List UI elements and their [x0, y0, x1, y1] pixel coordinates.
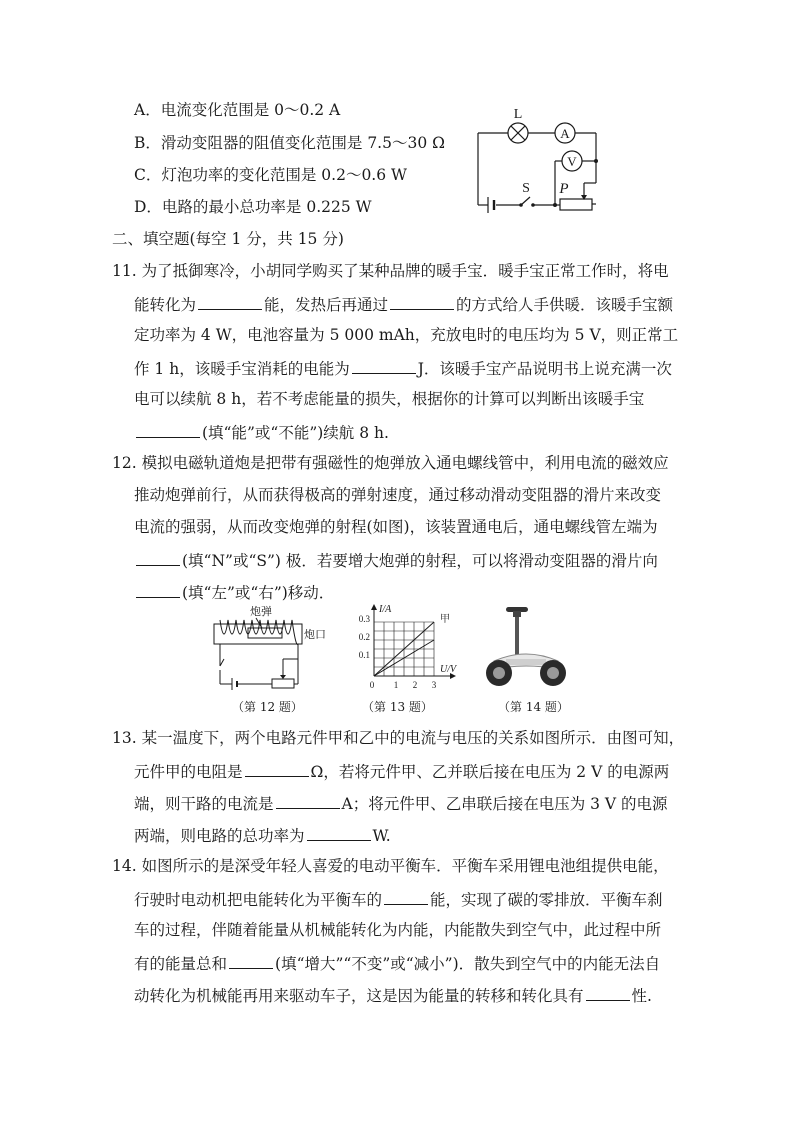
- answer-blank[interactable]: [198, 293, 262, 310]
- q11-line-4: 作 1 h，该暖手宝消耗的电能为 J．该暖手宝产品说明书上说充满一次: [134, 357, 672, 379]
- muzzle-label: 炮口: [304, 629, 326, 641]
- answer-blank[interactable]: [136, 421, 200, 438]
- q12-line-1: 12. 模拟电磁轨道炮是把带有强磁性的炮弹放入通电螺线管中，利用电流的磁效应: [112, 454, 669, 472]
- voltmeter-icon: [562, 151, 582, 171]
- ytick-label: 0.3: [358, 614, 370, 624]
- xtick-label: 0: [369, 680, 375, 690]
- q14-line-4: 有的能量总和 (填“增大”“不变”或“减小”)．散失到空气中的内能无法自: [134, 952, 660, 974]
- answer-blank[interactable]: [245, 760, 309, 777]
- lamp-icon: [508, 123, 528, 143]
- balance-scooter-image: [484, 603, 568, 691]
- switch-contact-right: [531, 203, 535, 207]
- q14-line-1: 14. 如图所示的是深受年轻人喜爱的电动平衡车．平衡车采用锂电池组提供电能，: [112, 857, 669, 875]
- circuit-diagram: [470, 100, 610, 215]
- answer-blank[interactable]: [586, 984, 630, 1001]
- series-jia-label: 甲: [440, 614, 450, 625]
- q11-line-6: (填“能”或“不能”)续航 8 h.: [134, 421, 389, 443]
- q14-line-2: 行驶时电动机把电能转化为平衡车的 能，实现了碳的零排放．平衡车刹: [134, 888, 663, 910]
- answer-blank[interactable]: [229, 952, 273, 969]
- answer-blank[interactable]: [136, 549, 180, 566]
- ytick-label: 0.1: [358, 650, 370, 660]
- q11-line-3: 定功率为 4 W，电池容量为 5 000 mAh，充放电时的电压均为 5 V，则正常工: [134, 326, 679, 344]
- q13-line-3: 端，则干路的电流是 A；将元件甲、乙串联后接在电压为 3 V 的电源: [134, 792, 668, 814]
- q14-line-5: 动转化为机械能再用来驱动车子，这是因为能量的转移和转化具有 性.: [134, 984, 652, 1006]
- ammeter-icon: [555, 123, 575, 143]
- q14-line-3: 车的过程，伴随着能量从机械能转化为内能，内能散失到空气中，此过程中所: [134, 921, 662, 939]
- fig12-caption: （第 12 题）: [232, 700, 303, 714]
- q11-line-5: 电可以续航 8 h，若不考虑能量的损失，根据你的计算可以判断出该暖手宝: [134, 390, 645, 408]
- chart13-ylabel: I/A: [379, 604, 392, 615]
- q12-line-5: (填“左”或“右”)移动．: [134, 581, 334, 603]
- choice-b: B．滑动变阻器的阻值变化范围是 7.5～30 Ω: [134, 134, 445, 152]
- q11-line-2: 能转化为 能，发热后再通过 的方式给人手供暖．该暖手宝额: [134, 293, 673, 315]
- switch-label: S: [522, 181, 530, 196]
- chart13-xlabel: U/V: [440, 664, 457, 675]
- svg-text:A: A: [560, 126, 570, 141]
- q11-line-1: 11. 为了抵御寒冷，小胡同学购买了某种品牌的暖手宝．暖手宝正常工作时，将电: [112, 262, 669, 280]
- fig13-caption: （第 13 题）: [362, 700, 433, 714]
- q13-line-4: 两端，则电路的总功率为 W.: [134, 824, 391, 846]
- ytick-label: 0.2: [358, 632, 370, 642]
- answer-blank[interactable]: [136, 581, 180, 598]
- answer-blank[interactable]: [307, 824, 371, 841]
- fig14-caption: （第 14 题）: [498, 700, 569, 714]
- section-heading: 二、填空题(每空 1 分，共 15 分): [112, 230, 344, 248]
- q12-line-4: (填“N”或“S”) 极．若要增大炮弹的射程，可以将滑动变阻器的滑片向: [134, 549, 658, 571]
- q13-line-1: 13. 某一温度下，两个电路元件甲和乙中的电流与电压的关系如图所示．由图可知，: [112, 729, 685, 747]
- shell-label: 炮弹: [250, 606, 272, 618]
- xtick-label: 1: [393, 680, 399, 690]
- xtick-label: 3: [431, 680, 437, 690]
- answer-blank[interactable]: [384, 888, 428, 905]
- lamp-label: L: [513, 107, 523, 122]
- answer-blank[interactable]: [276, 792, 340, 809]
- q12-line-2: 推动炮弹前行，从而获得极高的弹射速度，通过移动滑动变阻器的滑片来改变: [134, 486, 662, 504]
- choice-d: D．电路的最小总功率是 0.225 W: [134, 198, 372, 216]
- svg-text:V: V: [567, 154, 577, 169]
- xtick-label: 2: [412, 680, 418, 690]
- choice-a: A．电流变化范围是 0～0.2 A: [134, 101, 341, 119]
- choice-c: C．灯泡功率的变化范围是 0.2～0.6 W: [134, 166, 407, 184]
- railgun-diagram: [210, 604, 340, 694]
- answer-blank[interactable]: [352, 357, 416, 374]
- q12-line-3: 电流的强弱，从而改变炮弹的射程(如图)，该装置通电后，通电螺线管左端为: [134, 518, 658, 536]
- slider-label: P: [559, 181, 569, 197]
- answer-blank[interactable]: [390, 293, 454, 310]
- iu-chart: [352, 602, 464, 696]
- q13-line-2: 元件甲的电阻是 Ω，若将元件甲、乙并联后接在电压为 2 V 的电源两: [134, 760, 669, 782]
